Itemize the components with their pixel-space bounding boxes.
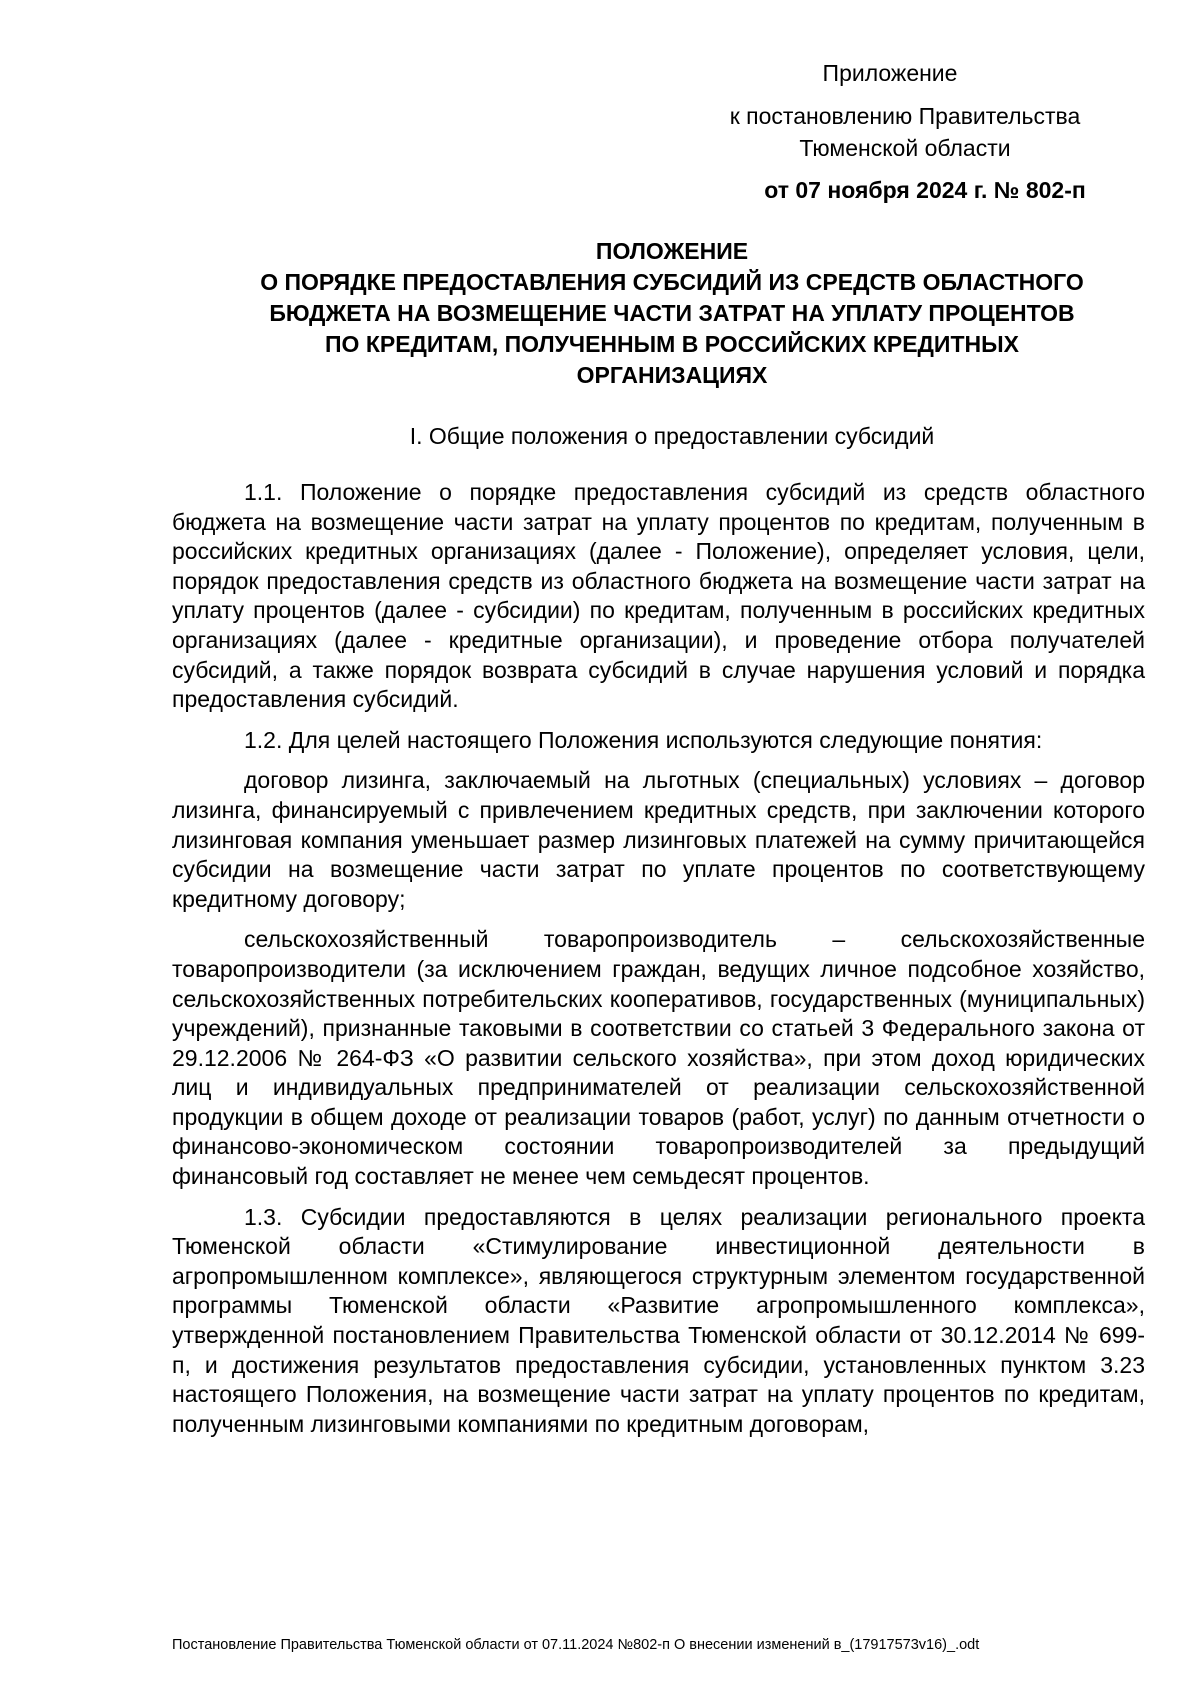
paragraph-1-2: 1.2. Для целей настоящего Положения используются следующие понятия: — [244, 726, 1043, 753]
title-line: ОРГАНИЗАЦИЯХ — [576, 362, 768, 388]
title-line: БЮДЖЕТА НА ВОЗМЕЩЕНИЕ ЧАСТИ ЗАТРАТ НА УПЛАТУ ПРОЦЕНТОВ — [269, 300, 1075, 326]
resolution-reference: к постановлению Правительства Тюменской области — [729, 103, 1081, 161]
section-heading: I. Общие положения о предоставлении субсидий — [409, 423, 935, 449]
title-line: О ПОРЯДКЕ ПРЕДОСТАВЛЕНИЯ СУБСИДИЙ ИЗ СРЕДСТВ ОБЛАСТНОГО — [260, 269, 1084, 295]
page-footer: Постановление Правительства Тюменской области от 07.11.2024 №802-п О внесении изменений в_(17917573v16)_.odt — [172, 1637, 980, 1653]
appendix-label: Приложение — [822, 60, 958, 86]
definition-leasing-contract: договор лизинга, заключаемый на льготных (специальных) условиях – договор лизинга, финансируемый с привлечением кредитных средств, при заключении которого лизинговая компания уменьшает размер лизинговых платежей на сумму причитающейся субсидии на возмещение части затрат по уплате процентов по соответствующему кредитному договору; — [172, 767, 1145, 912]
resolution-date-number: от 07 ноября 2024 г. № 802-п — [764, 177, 1086, 203]
paragraph-1-1: 1.1. Положение о порядке предоставления субсидий из средств областного бюджета на возмещение части затрат на уплату процентов по кредитам, полученным в российских кредитных организациях (далее - Положение), определяет условия, цели, порядок предоставления средств из областного бюджета на возмещение части затрат на уплату процентов (далее - субсидии) по кредитам, полученным в российских кредитных организациях (далее - кредитные организации), и проведение отбора получателей субсидий, а также порядок возврата субсидий в случае нарушения условий и порядка предоставления субсидий. — [172, 479, 1145, 713]
definition-agricultural-producer: сельскохозяйственный товаропроизводитель – сельскохозяйственные товаропроизводители (за исключением граждан, ведущих личное подсобное хозяйство, сельскохозяйственных потребительских кооперативов, государственных (муниципальных) учреждений), признанные таковыми в соответствии со статьей 3 Федерального закона от 29.12.2006 № 264-ФЗ «О развитии сельского хозяйства», при этом доход юридических лиц и индивидуальных предпринимателей от реализации сельскохозяйственной продукции в общем доходе от реализации товаров (работ, услуг) по данным отчетности о финансово-экономическом состоянии товаропроизводителей за предыдущий финансовый год составляет не менее чем семьдесят процентов. — [172, 926, 1145, 1190]
document-body — [172, 478, 1145, 1450]
title-line: ПО КРЕДИТАМ, ПОЛУЧЕННЫМ В РОССИЙСКИХ КРЕДИТНЫХ — [325, 331, 1019, 357]
document-title — [172, 236, 1172, 391]
paragraph-1-3: 1.3. Субсидии предоставляются в целях реализации регионального проекта Тюменской области «Стимулирование инвестиционной деятельности в агропромышленном комплексе», являющегося структурным элементом государственной программы Тюменской области «Развитие агропромышленного комплекса», утвержденной постановлением Правительства Тюменской области от 30.12.2014 № 699-п, и достижения результатов предоставления субсидии, установленных пунктом 3.23 настоящего Положения, на возмещение части затрат на уплату процентов по кредитам, полученным лизинговыми компаниями по кредитным договорам, — [172, 1203, 1145, 1437]
title-line: ПОЛОЖЕНИЕ — [595, 238, 749, 264]
